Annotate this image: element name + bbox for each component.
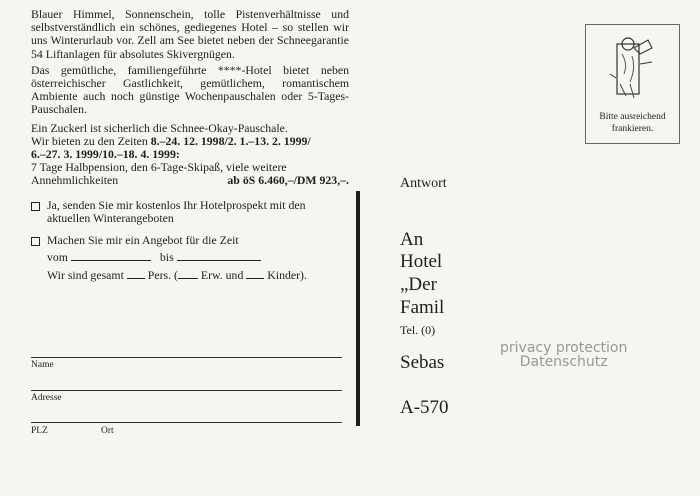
adresse-field[interactable] (31, 390, 342, 391)
ort-label: Ort (101, 426, 114, 436)
address-postcode: A-570 (400, 397, 449, 418)
vertical-divider (356, 191, 360, 426)
persons-row (47, 268, 307, 282)
erw-field[interactable] (178, 268, 198, 279)
kinder-field[interactable] (246, 268, 264, 279)
option-angebot-content (47, 234, 307, 283)
antwort-label: Antwort (400, 176, 447, 191)
watermark-line-1: privacy protection (500, 340, 628, 356)
pers-label: Pers. ( (147, 268, 178, 283)
address-famil: Famil (400, 297, 445, 318)
intro-paragraph: Blauer Himmel, Sonnenschein, tolle Pistenverhältnisse und selbstverständlich ein schönes, gediegenes Hotel – so stellen wir uns Winterurlaub vor. Zell am See bietet neben der Schneegarantie 54 Liftanlagen für absolutes Skivergnügen. (31, 7, 349, 61)
offer-price: ab öS 6.460,–/DM 923,–. (227, 173, 349, 188)
bis-label: bis (159, 250, 174, 265)
address-an: An (400, 229, 424, 250)
pers-field[interactable] (127, 268, 145, 279)
offer-dates-1: 8.–24. 12. 1998/2. 1.–13. 2. 1999/ (150, 133, 311, 148)
watermark-line-2: Datenschutz (519, 354, 608, 370)
erw-label: Erw. und (200, 268, 244, 283)
option-prospekt-label: Ja, senden Sie mir kostenlos Ihr Hotelprospekt mit den aktuellen Winterangeboten (47, 197, 306, 225)
checkbox-prospekt[interactable] (31, 202, 40, 211)
cherub-icon (608, 34, 656, 104)
left-text-column (31, 8, 349, 283)
stamp-line-1: Bitte ausreichend (599, 112, 666, 122)
offer-line-1: Ein Zuckerl ist sicherlich die Schnee-Okay-Pauschale. (31, 120, 288, 135)
wir-sind-label: Wir sind gesamt (47, 268, 124, 283)
checkbox-angebot[interactable] (31, 237, 40, 246)
stamp-box (585, 24, 680, 144)
kinder-label: Kinder). (267, 268, 307, 283)
stamp-text (586, 111, 679, 135)
hotel-paragraph: Das gemütliche, familiengeführte ****-Hotel bietet neben österreichischer Gastlichkeit, gemütlichem, romantischem Ambiente auch noch günstige Wochenpauschalen oder 5-Tages-Pauschalen. (31, 62, 349, 117)
offer-line-4: 7 Tage Halbpension, den 6-Tage-Skipaß, viele weitere (31, 160, 287, 175)
address-hotel-name: „Der (400, 274, 437, 295)
address-street: Sebas (400, 352, 445, 373)
name-label: Name (31, 360, 54, 370)
bis-field[interactable] (177, 250, 261, 261)
address-tel: Tel. (0) (400, 323, 436, 337)
offer-intro: Wir bieten zu den Zeiten (31, 133, 151, 148)
name-field[interactable] (31, 357, 342, 358)
offer-price-row (31, 174, 349, 187)
vom-field[interactable] (71, 250, 151, 261)
option-prospekt[interactable] (31, 199, 349, 225)
offer-dates-2: 6.–27. 3. 1999/10.–18. 4. 1999: (31, 147, 180, 162)
option-angebot-label: Machen Sie mir ein Angebot für die Zeit (47, 233, 239, 248)
offer-block (31, 122, 349, 188)
watermark (500, 341, 627, 369)
offer-line-5: Annehmlichkeiten (31, 173, 119, 188)
date-row (47, 250, 307, 264)
adresse-label: Adresse (31, 393, 62, 403)
plz-ort-field[interactable] (31, 422, 342, 423)
address-hotel: Hotel (400, 251, 443, 272)
stamp-line-2: frankieren. (611, 124, 654, 134)
option-angebot[interactable] (31, 234, 349, 283)
vom-label: vom (47, 250, 68, 265)
plz-label: PLZ (31, 426, 48, 436)
